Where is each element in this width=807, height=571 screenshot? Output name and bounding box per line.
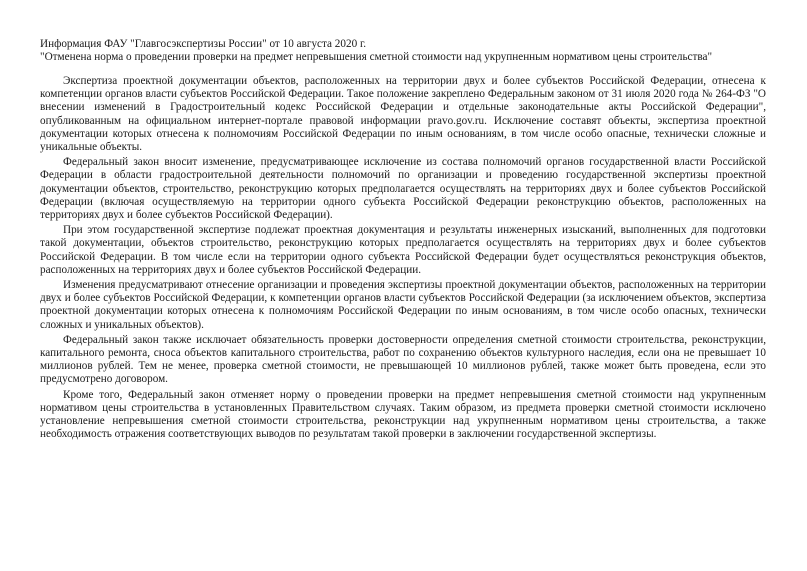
document-body xyxy=(40,75,766,441)
paragraph: Кроме того, Федеральный закон отменяет норму о проведении проверки на предмет непревышения сметной стоимости над укрупненным нормативом цены строительства в установленных Правительством случаях. Таким образом, из предмета проверки сметной стоимости исключено установление непревышения сметной стоимости строительства, реконструкции над укрупненным нормативом цены строительства, а также необходимость отражения соответствующих выводов по результатам такой проверки в заключении государственной экспертизы. xyxy=(40,388,766,441)
paragraph: Экспертиза проектной документации объектов, расположенных на территории двух и более субъектов Российской Федерации, отнесена к компетенции органов власти субъектов Российской Федерации. Такое положение закреплено Федеральным законом от 31 июля 2020 года № 264-ФЗ "О внесении изменений в Градостроительный кодекс Российской Федерации и отдельные законодательные акты Российской Федерации", опубликованным на официальном интернет-портале правовой информации pravo.gov.ru. Исключение составят объекты, экспертиза проектной документации которых отнесена к полномочиям Российской Федерации по иным основаниям, в том числе особо опасные, технически сложные и уникальные объекты. xyxy=(40,75,766,154)
paragraph: Федеральный закон вносит изменение, предусматривающее исключение из состава полномочий органов государственной власти Российской Федерации в области градостроительной деятельности полномочий по организации и проведению государственной экспертизы проектной документации объектов, строительство, реконструкцию которых предполагается осуществлять на территориях двух и более субъектов Российской Федерации (включая осуществляемую на территории одного субъекта Российской Федерации реконструкцию объектов, расположенных на территориях двух и более субъектов Российской Федерации). xyxy=(40,156,766,222)
document-page xyxy=(40,38,766,443)
document-source-line: Информация ФАУ "Главгосэкспертизы России" от 10 августа 2020 г. xyxy=(40,38,367,50)
paragraph: При этом государственной экспертизе подлежат проектная документация и результаты инженерных изысканий, выполненных для подготовки такой документации, объектов строительство, реконструкцию которых предполагается осуществлять на территориях двух и более субъектов Российской Федерации. В том числе если на территории одного субъекта Российской Федерации будет осуществляться реконструкция объектов, расположенных на территориях двух и более субъектов Российской Федерации. xyxy=(40,224,766,276)
paragraph: Федеральный закон также исключает обязательность проверки достоверности определения сметной стоимости строительства, реконструкции, капитального ремонта, сноса объектов капитального строительства, работ по сохранению объектов культурного наследия, если она не превышает 10 миллионов рублей. Тем не менее, проверка сметной стоимости, не превышающей 10 миллионов рублей, также может быть проведена, если это предусмотрено договором. xyxy=(40,333,766,386)
paragraph: Изменения предусматривают отнесение организации и проведения экспертизы проектной документации объектов, расположенных на территории двух и более субъектов Российской Федерации, к компетенции органов власти субъектов Российской Федерации (за исключением объектов, экспертиза проектной документации которых отнесена к полномочиям Российской Федерации по иным основаниям, в том числе особо опасных, технически сложных и уникальных объектов). xyxy=(40,279,766,331)
document-title: "Отменена норма о проведении проверки на предмет непревышения сметной стоимости над укрупненным нормативом цены строительства" xyxy=(40,51,713,63)
